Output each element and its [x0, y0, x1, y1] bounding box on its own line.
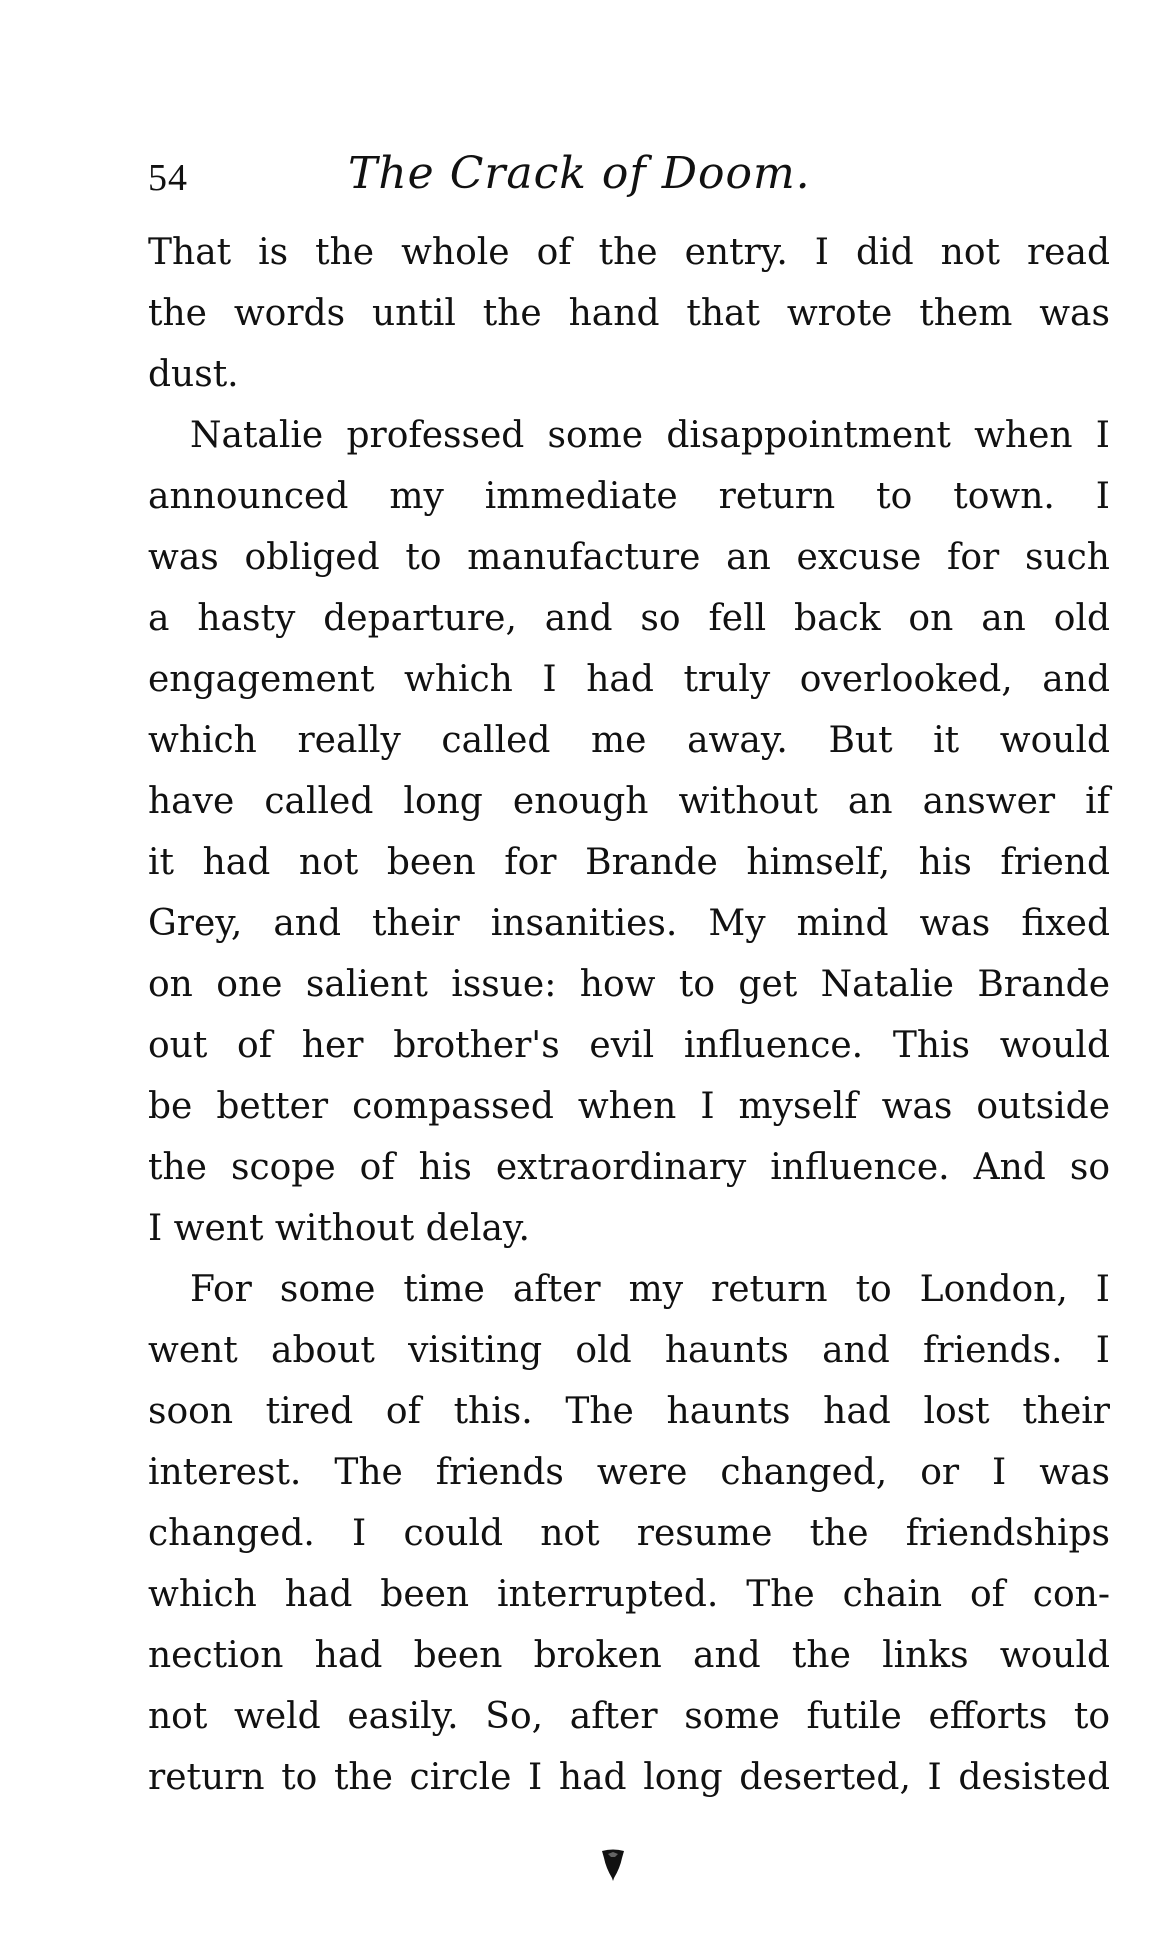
- text-line: not weld easily. So, after some futile efforts to: [148, 1696, 1110, 1737]
- body-text: [148, 222, 1110, 1808]
- text-line: the scope of his extraordinary influence. And so: [148, 1147, 1110, 1188]
- text-line: I went without delay.: [148, 1208, 530, 1249]
- page-number: 54: [148, 157, 188, 199]
- text-line: announced my immediate return to town. I: [148, 476, 1110, 517]
- text-line: return to the circle I had long deserted, I desisted: [148, 1757, 1110, 1798]
- text-line: which really called me away. But it would: [148, 720, 1110, 761]
- text-line: changed. I could not resume the friendships: [148, 1513, 1110, 1554]
- text-line: dust.: [148, 354, 239, 395]
- text-line: on one salient issue: how to get Natalie Brande: [148, 964, 1110, 1005]
- text-line: Grey, and their insanities. My mind was fixed: [148, 903, 1110, 944]
- text-line: interest. The friends were changed, or I was: [148, 1452, 1110, 1493]
- text-line: For some time after my return to London, I: [190, 1269, 1110, 1310]
- text-line: soon tired of this. The haunts had lost their: [148, 1391, 1110, 1432]
- text-line: out of her brother's evil influence. This would: [148, 1025, 1110, 1066]
- printer-ornament-icon: [600, 1848, 626, 1882]
- text-line: That is the whole of the entry. I did not read: [148, 232, 1110, 273]
- text-line: the words until the hand that wrote them was: [148, 293, 1110, 334]
- text-line: nection had been broken and the links would: [148, 1635, 1110, 1676]
- text-line: went about visiting old haunts and friends. I: [148, 1330, 1110, 1371]
- page-header: [148, 148, 1108, 208]
- text-line: it had not been for Brande himself, his friend: [148, 842, 1110, 883]
- text-line: engagement which I had truly overlooked, and: [148, 659, 1110, 700]
- text-line: be better compassed when I myself was outside: [148, 1086, 1110, 1127]
- text-line: was obliged to manufacture an excuse for such: [148, 537, 1110, 578]
- running-title: The Crack of Doom.: [348, 148, 811, 199]
- text-line: have called long enough without an answer if: [148, 781, 1110, 822]
- text-line: which had been interrupted. The chain of con-: [148, 1574, 1110, 1615]
- text-line: Natalie professed some disappointment when I: [190, 415, 1110, 456]
- text-line: a hasty departure, and so fell back on an old: [148, 598, 1110, 639]
